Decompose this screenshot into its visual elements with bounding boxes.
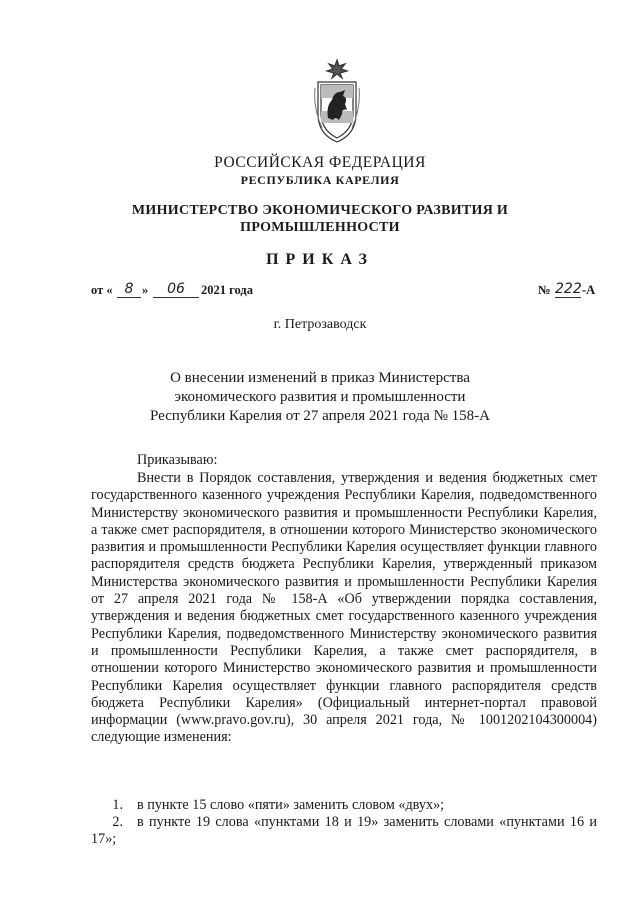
ministry-heading-line2: ПРОМЫШЛЕННОСТИ <box>240 220 400 235</box>
date-month: 06 <box>153 281 199 298</box>
number-suffix: -А <box>582 283 596 297</box>
orders-label: Приказываю: <box>137 452 218 468</box>
country-heading: РОССИЙСКАЯ ФЕДЕРАЦИЯ <box>214 154 426 171</box>
date-number-line <box>91 283 597 301</box>
date-day: 8 <box>117 281 141 298</box>
ministry-heading-line1: МИНИСТЕРСТВО ЭКОНОМИЧЕСКОГО РАЗВИТИЯ И <box>131 203 509 218</box>
order-number: 222 <box>555 281 582 297</box>
list-item-text: в пункте 19 слова «пунктами 18 и 19» заменить словами «пунктами 16 и 17»; <box>91 814 597 848</box>
list-item <box>91 814 597 849</box>
city-line: г. Петрозаводск <box>273 317 367 332</box>
date-year: 2021 года <box>201 283 253 297</box>
number-prefix: № <box>538 283 551 297</box>
list-item-number: 2. <box>112 814 123 830</box>
coat-of-arms-emblem <box>312 58 362 144</box>
date-prefix: от « <box>91 283 113 297</box>
list-item <box>91 797 597 814</box>
document-type-heading: ПРИКАЗ <box>266 251 374 268</box>
list-item-text: в пункте 15 слово «пяти» заменить словом «двух»; <box>137 797 445 813</box>
title-line1: О внесении изменений в приказ Министерства <box>170 370 470 386</box>
list-item-number: 1. <box>112 797 123 813</box>
date-mid: » <box>142 283 149 297</box>
title-line2: экономического развития и промышленности <box>174 389 466 405</box>
republic-heading: РЕСПУБЛИКА КАРЕЛИЯ <box>240 173 400 187</box>
body-paragraph: Внести в Порядок составления, утверждения и ведения бюджетных смет государственного казенного учреждения Республики Карелия, подведомственного Министерству экономического развития и промышленности Республики Карелия, а также смет распорядителя, в отношении которого Министерство экономического развития и промышленности Республики Карелия осуществляет функции главного распорядителя средств бюджета Республики Карелия, утвержденный приказом Министерства экономического развития и промышленности Республики Карелия от 27 апреля 2021 года № 158-А «Об утверждении порядка составления, утверждения и ведения бюджетных смет государственного казенного учреждения Республики Карелия, подведомственного Министерству экономического развития и промышленности Республики Карелия, а также смет распорядителя, в отношении которого Министерство экономического развития и промышленности Республики Карелия осуществляет функции главного распорядителя средств бюджета Республики Карелия» (Официальный интернет-портал правовой информации (www.pravo.gov.ru), 30 апреля 2021 года, № 1001202104300004) следующие изменения: <box>91 470 597 746</box>
title-line3: Республики Карелия от 27 апреля 2021 года № 158-А <box>150 408 490 424</box>
